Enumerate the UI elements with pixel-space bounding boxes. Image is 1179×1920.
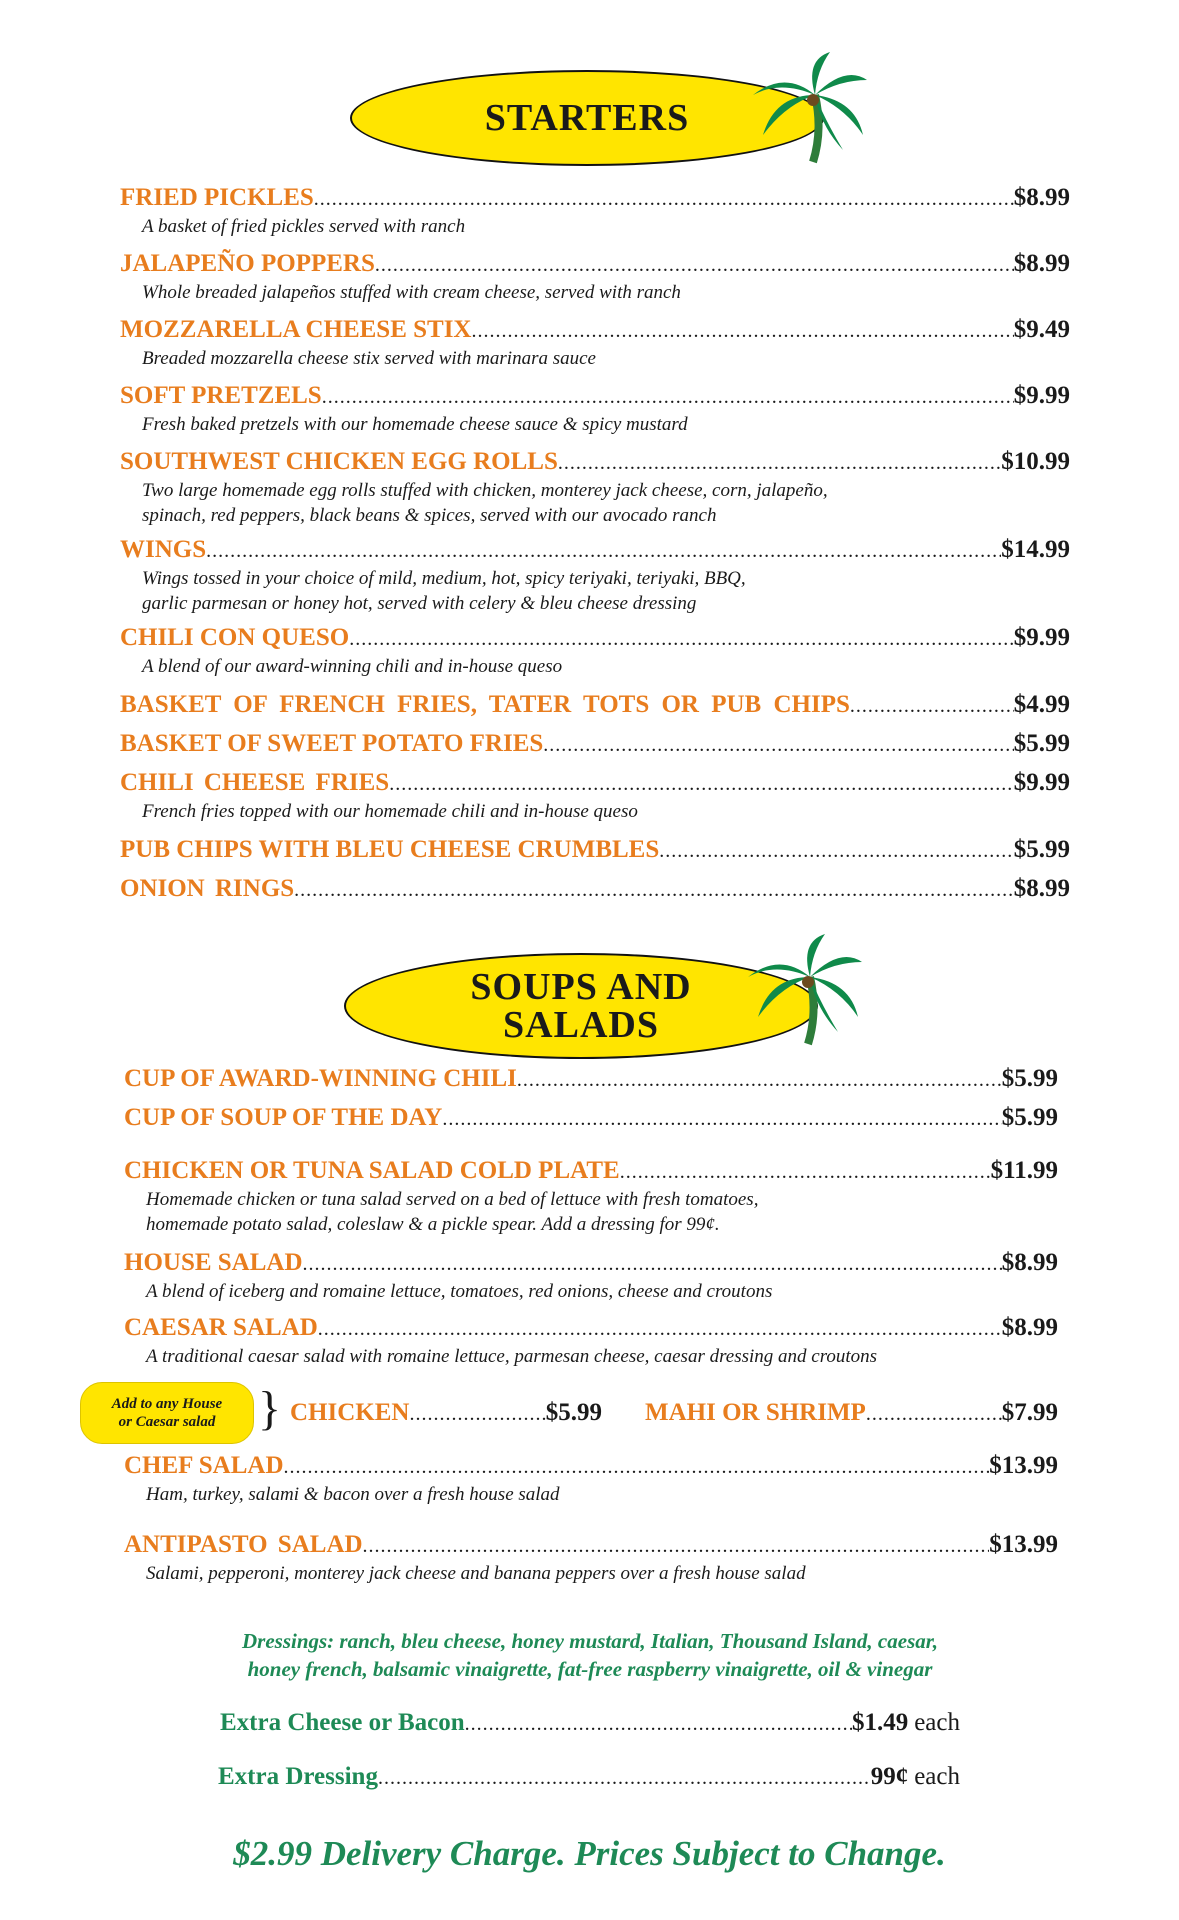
leader-dots bbox=[389, 769, 1014, 799]
item-name: BASKET OF SWEET POTATO FRIES bbox=[120, 730, 544, 757]
addon-badge-line1: Add to any House bbox=[111, 1396, 223, 1412]
item-name: Extra Dressing bbox=[218, 1763, 378, 1790]
soups-heading bbox=[470, 968, 691, 1044]
item-description: Whole breaded jalapeños stuffed with cream cheese, served with ranch bbox=[142, 282, 681, 303]
leader-dots bbox=[318, 1314, 1002, 1344]
item-price: $5.99 bbox=[1013, 836, 1070, 863]
item-price: 99¢ bbox=[870, 1763, 909, 1790]
menu-item bbox=[120, 623, 1070, 679]
menu-item bbox=[124, 1248, 1058, 1304]
menu-item bbox=[124, 1103, 1058, 1134]
leader-dots bbox=[294, 875, 1014, 905]
leader-dots bbox=[303, 1249, 1002, 1279]
item-description: Two large homemade egg rolls stuffed with chicken, monterey jack cheese, corn, jalapeño, bbox=[142, 480, 828, 501]
item-price: $10.99 bbox=[1001, 448, 1070, 475]
leader-dots bbox=[659, 836, 1014, 866]
dressings-line2: honey french, balsamic vinaigrette, fat-free raspberry vinaigrette, oil & vinegar bbox=[247, 1657, 933, 1681]
item-description: A blend of our award-winning chili and in-house queso bbox=[142, 656, 563, 677]
dressings-line1: Dressings: ranch, bleu cheese, honey mustard, Italian, Thousand Island, caesar, bbox=[241, 1629, 939, 1653]
item-name: JALAPEÑO POPPERS bbox=[120, 250, 375, 277]
item-description: garlic parmesan or honey hot, served with celery & bleu cheese dressing bbox=[142, 593, 697, 614]
item-name: CHICKEN OR TUNA SALAD COLD PLATE bbox=[124, 1157, 620, 1184]
soups-heading-line2: SALADS bbox=[503, 1004, 659, 1046]
item-description: A basket of fried pickles served with ranch bbox=[142, 216, 466, 237]
menu-item bbox=[120, 729, 1070, 760]
item-description: Homemade chicken or tuna salad served on a bed of lettuce with fresh tomatoes, bbox=[146, 1189, 759, 1210]
leader-dots bbox=[442, 1104, 1001, 1134]
menu-item bbox=[124, 1156, 1058, 1237]
item-name: SOUTHWEST CHICKEN EGG ROLLS bbox=[120, 448, 558, 475]
item-price: $13.99 bbox=[989, 1452, 1058, 1479]
leader-dots bbox=[620, 1157, 991, 1187]
item-name: WINGS bbox=[120, 536, 207, 563]
addon-brace: } bbox=[258, 1382, 282, 1435]
item-name: CUP OF AWARD-WINNING CHILI bbox=[124, 1065, 517, 1092]
item-price: $11.99 bbox=[990, 1157, 1058, 1184]
leader-dots bbox=[314, 184, 1014, 214]
item-name: CHEF SALAD bbox=[124, 1452, 284, 1479]
item-name: CAESAR SALAD bbox=[124, 1314, 318, 1341]
leader-dots bbox=[375, 250, 1014, 280]
item-price: $5.99 bbox=[1013, 730, 1070, 757]
menu-item bbox=[120, 835, 1070, 866]
item-name: CHICKEN bbox=[290, 1399, 410, 1426]
leader-dots bbox=[465, 1709, 852, 1739]
item-description: French fries topped with our homemade chili and in-house queso bbox=[142, 801, 638, 822]
item-price: $14.99 bbox=[1001, 536, 1070, 563]
menu-item bbox=[124, 1064, 1058, 1095]
item-description: spinach, red peppers, black beans & spices, served with our avocado ranch bbox=[142, 505, 717, 526]
item-unit: each bbox=[914, 1709, 960, 1736]
leader-dots bbox=[850, 691, 1014, 721]
leader-dots bbox=[349, 624, 1014, 654]
item-price: $9.99 bbox=[1013, 382, 1070, 409]
item-price: $1.49 bbox=[851, 1709, 909, 1736]
item-name: FRIED PICKLES bbox=[120, 184, 314, 211]
menu-item bbox=[124, 1451, 1058, 1507]
item-price: $13.99 bbox=[989, 1531, 1058, 1558]
addon-chicken bbox=[290, 1398, 602, 1429]
soups-heading-line1: SOUPS AND bbox=[470, 966, 692, 1008]
item-price: $7.99 bbox=[1001, 1399, 1058, 1426]
leader-dots bbox=[378, 1763, 871, 1793]
item-price: $8.99 bbox=[1001, 1314, 1058, 1341]
item-name: HOUSE SALAD bbox=[124, 1249, 303, 1276]
leader-dots bbox=[206, 536, 1001, 566]
item-description: Breaded mozzarella cheese stix served with marinara sauce bbox=[142, 348, 596, 369]
palm-tree-icon bbox=[745, 50, 870, 165]
menu-item bbox=[120, 381, 1070, 437]
item-price: $8.99 bbox=[1013, 184, 1070, 211]
item-name: Extra Cheese or Bacon bbox=[220, 1709, 465, 1736]
leader-dots bbox=[409, 1399, 545, 1429]
menu-item bbox=[120, 768, 1070, 824]
item-price: $4.99 bbox=[1013, 691, 1070, 718]
item-price: $8.99 bbox=[1013, 875, 1070, 902]
leader-dots bbox=[866, 1399, 1002, 1429]
item-description: A traditional caesar salad with romaine lettuce, parmesan cheese, caesar dressing and croutons bbox=[146, 1346, 878, 1367]
item-price: $5.99 bbox=[1001, 1104, 1058, 1131]
item-unit: each bbox=[914, 1763, 960, 1790]
dressings-note bbox=[100, 1627, 1080, 1683]
leader-dots bbox=[558, 448, 1001, 478]
leader-dots bbox=[363, 1531, 990, 1561]
menu-item bbox=[120, 690, 1070, 721]
leader-dots bbox=[517, 1065, 1002, 1095]
item-name: SOFT PRETZELS bbox=[120, 382, 322, 409]
item-description: homemade potato salad, coleslaw & a pickle spear. Add a dressing for 99¢. bbox=[146, 1214, 720, 1235]
item-description: Wings tossed in your choice of mild, medium, hot, spicy teriyaki, teriyaki, BBQ, bbox=[142, 568, 746, 589]
leader-dots bbox=[472, 316, 1014, 346]
leader-dots bbox=[543, 730, 1013, 760]
menu-item bbox=[120, 315, 1070, 371]
item-description: Ham, turkey, salami & bacon over a fresh house salad bbox=[146, 1484, 560, 1505]
extra-item bbox=[218, 1762, 960, 1793]
addon-badge-line2: or Caesar salad bbox=[118, 1414, 216, 1430]
menu-item bbox=[120, 535, 1070, 616]
item-price: $8.99 bbox=[1013, 250, 1070, 277]
extra-item bbox=[220, 1708, 960, 1739]
item-price: $9.49 bbox=[1013, 316, 1070, 343]
menu-item bbox=[120, 249, 1070, 305]
item-price: $9.99 bbox=[1013, 624, 1070, 651]
item-price: $5.99 bbox=[1001, 1065, 1058, 1092]
item-price: $9.99 bbox=[1013, 769, 1070, 796]
menu-item bbox=[120, 183, 1070, 239]
item-name: CHILI CHEESE FRIES bbox=[120, 769, 390, 796]
starters-heading: STARTERS bbox=[484, 97, 690, 139]
item-price: $8.99 bbox=[1001, 1249, 1058, 1276]
item-name: PUB CHIPS WITH BLEU CHEESE CRUMBLES bbox=[120, 836, 660, 863]
addon-mahi-shrimp bbox=[645, 1398, 1058, 1429]
item-description: Salami, pepperoni, monterey jack cheese and banana peppers over a fresh house salad bbox=[146, 1563, 806, 1584]
menu-item bbox=[124, 1530, 1058, 1586]
menu-item bbox=[120, 447, 1070, 528]
item-name: MOZZARELLA CHEESE STIX bbox=[120, 316, 472, 343]
item-name: ONION RINGS bbox=[120, 875, 295, 902]
item-name: MAHI OR SHRIMP bbox=[645, 1399, 866, 1426]
leader-dots bbox=[284, 1452, 990, 1482]
item-name: BASKET OF FRENCH FRIES, TATER TOTS OR PUB CHIPS bbox=[120, 691, 850, 718]
item-price: $5.99 bbox=[545, 1399, 602, 1426]
leader-dots bbox=[322, 382, 1014, 412]
item-description: Fresh baked pretzels with our homemade cheese sauce & spicy mustard bbox=[142, 414, 688, 435]
item-name: CHILI CON QUESO bbox=[120, 624, 350, 651]
addon-badge bbox=[80, 1382, 254, 1444]
palm-tree-icon bbox=[740, 932, 865, 1047]
menu-item bbox=[124, 1313, 1058, 1369]
menu-item bbox=[120, 874, 1070, 905]
footer-note: $2.99 Delivery Charge. Prices Subject to Change. bbox=[233, 1834, 946, 1873]
item-name: CUP OF SOUP OF THE DAY bbox=[124, 1104, 443, 1131]
item-name: ANTIPASTO SALAD bbox=[124, 1531, 363, 1558]
item-description: A blend of iceberg and romaine lettuce, tomatoes, red onions, cheese and croutons bbox=[146, 1281, 773, 1302]
